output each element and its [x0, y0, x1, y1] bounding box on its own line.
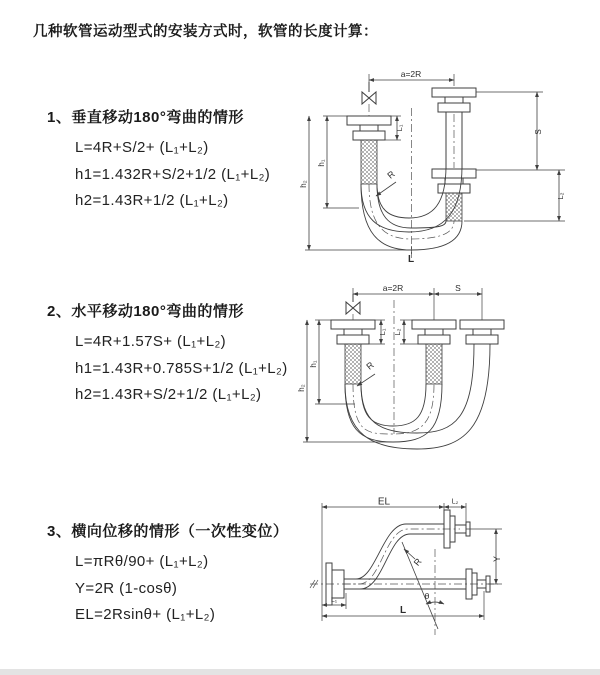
- section-horizontal-move: [47, 300, 288, 409]
- middle-flange-fitting: [412, 320, 456, 384]
- formula-l: L=4R+1.57S+ (L₁+L₂): [75, 333, 227, 350]
- diagram-2-drawing: [297, 282, 597, 454]
- centerlines: [369, 104, 454, 258]
- braided-hose-section: [426, 344, 442, 384]
- diagram-lateral-displacement: [298, 497, 598, 665]
- section-2-formulas: [75, 329, 288, 409]
- section-1-heading: 1、垂直移动180°弯曲的情形: [47, 109, 244, 126]
- valve-symbol: [362, 82, 376, 104]
- radius-label: R: [364, 359, 376, 372]
- right-flange-fitting: [460, 320, 504, 344]
- dim-label-y: Y: [492, 555, 502, 563]
- dimension-lines: [307, 294, 482, 442]
- section-2-heading: 2、水平移动180°弯曲的情形: [47, 303, 244, 320]
- diagram-1-drawing: [297, 66, 597, 264]
- dim-label-el: EL: [377, 497, 391, 508]
- formula-h2: h2=1.43R+1/2 (L₁+L₂): [75, 192, 229, 209]
- length-label: L: [399, 605, 407, 616]
- formula-l: L=πRθ/90+ (L₁+L₂): [75, 553, 209, 570]
- centerlines: [310, 529, 498, 635]
- section-3-heading: 3、横向位移的情形（一次性变位）: [47, 523, 289, 540]
- valve-symbol: [346, 294, 360, 314]
- angle-label: θ: [424, 591, 430, 601]
- braided-hose-section: [361, 140, 377, 184]
- dim-label-a2r: a=2R: [400, 69, 422, 79]
- hose-curves: [345, 344, 490, 449]
- dim-label-h2: h₂: [297, 384, 306, 392]
- page-bottom-edge: [0, 669, 600, 675]
- formula-y: Y=2R (1-cosθ): [75, 579, 178, 597]
- dim-label-l2: L₂: [556, 192, 565, 200]
- diagram-horizontal-move: [297, 282, 597, 454]
- section-3-formulas: [75, 549, 288, 629]
- dim-label-l1: L₁: [395, 124, 404, 132]
- section-1-formulas: [75, 135, 270, 215]
- formula-el: EL=2Rsinθ+ (L₁+L₂): [75, 606, 216, 623]
- dim-label-a2r: a=2R: [382, 283, 404, 293]
- left-flange-fitting: [347, 116, 391, 184]
- left-flange-fitting: [331, 320, 375, 384]
- dim-label-l1: L₁: [378, 328, 387, 336]
- radius-label: R: [385, 168, 397, 181]
- dimension-lines: [309, 80, 559, 250]
- dim-label-h1: h₁: [317, 159, 326, 167]
- extension-lines: [303, 288, 482, 442]
- section-lateral-displacement: [47, 520, 288, 629]
- dim-label-h2: h₂: [299, 180, 308, 188]
- formula-h1: h1=1.43R+0.785S+1/2 (L₁+L₂): [75, 359, 288, 377]
- dim-label-l2: L₂: [393, 328, 402, 336]
- dim-label-l2: L₂: [451, 498, 459, 506]
- right-flange-fitting: [466, 569, 490, 599]
- dim-label-h1: h₁: [309, 360, 318, 368]
- page-title: 几种软管运动型式的安装方式时，软管的长度计算：: [33, 24, 378, 40]
- formula-l: L=4R+S/2+ (L₁+L₂): [75, 139, 209, 156]
- dim-label-s: S: [534, 129, 543, 135]
- braided-hose-section: [345, 344, 361, 384]
- section-vertical-move: [47, 106, 270, 215]
- radius-label: R: [411, 556, 424, 568]
- formula-h2: h2=1.43R+S/2+1/2 (L₁+L₂): [75, 386, 262, 403]
- right-flange-fitting: [432, 88, 476, 221]
- length-label: L: [407, 254, 415, 264]
- diagram-vertical-move: [297, 66, 597, 264]
- dim-label-s: S: [455, 283, 461, 293]
- formula-h1: h1=1.432R+S/2+1/2 (L₁+L₂): [75, 165, 271, 183]
- dim-label-l1: L₁: [330, 597, 338, 604]
- diagram-3-drawing: [298, 497, 598, 665]
